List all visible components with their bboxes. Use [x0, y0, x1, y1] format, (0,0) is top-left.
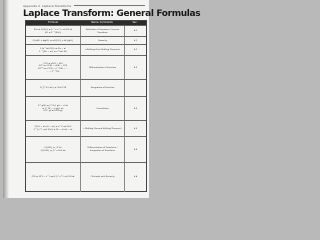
name-cell: Integration of Function — [80, 80, 124, 97]
section-cell: 6.3 — [124, 121, 146, 137]
section-cell: 6.4 — [124, 163, 146, 192]
formula-cell — [26, 80, 80, 97]
formula-line: ℒ(f″) = s²ℒ(f) − sf(0) − f′(0) — [38, 65, 68, 68]
header-rule — [74, 5, 145, 6]
name-cell: Definition of Transform / Inverse Transform — [80, 26, 124, 37]
table-row — [26, 162, 146, 192]
formula-cell — [26, 137, 80, 163]
formula-line: = ∫₀ᵗ f(t − τ) g(τ) dτ — [42, 107, 64, 110]
table-row — [26, 136, 146, 163]
section-cell — [124, 80, 146, 97]
formula-line: ℒ{tf(t)} = −F′(s) — [44, 147, 62, 150]
section-cell: 6.1 — [124, 45, 146, 56]
formula-line: ℒ⁻¹{e^(−as) F(s)} = f(t − a) u(t − a) — [33, 129, 73, 131]
formula-line: ℒ{f(t)/t} = ∫ₛ^∞ F(s̃) ds̃ — [40, 150, 66, 152]
section-cell: 6.5 — [124, 97, 146, 121]
running-header — [23, 3, 145, 8]
page-gutter-shadow — [3, 0, 9, 198]
document-page — [3, 0, 201, 198]
table-row — [26, 96, 146, 121]
formula-line: ℒ⁻¹{F(s − a)} = e^(at) f(t) — [39, 50, 67, 53]
formula-line: ℒ(f⁽ⁿ⁾) = sⁿℒ(f) − sⁿ⁻¹f(0) − ··· — [37, 68, 69, 70]
name-cell: Differentiation of Function — [80, 56, 124, 80]
formula-line: (f * g)(t) = ∫₀ᵗ f(τ) g(t − τ) dτ — [37, 105, 69, 108]
formula-line: f(t) = ℒ⁻¹{F(s)} — [44, 31, 62, 34]
column-header-formula: Formula — [48, 21, 58, 24]
formula-line: ℒ{e^(at) f(t)} = F(s − a) — [40, 47, 66, 50]
name-cell: f Periodic with Period p — [80, 163, 124, 192]
name-cell: s-Shifting (First Shifting Theorem) — [80, 45, 124, 56]
column-header-sec: Sec. — [132, 21, 138, 24]
formula-line: ℒ(f) = 1/(1 − e^(−ps)) ∫₀ᵖ e^(−st) f(t) dt — [31, 176, 75, 179]
section-cell: 6.2 — [124, 56, 146, 80]
table-row — [26, 79, 146, 97]
formula-cell — [26, 121, 80, 137]
formula-line: ℒ{f(t − a) u(t − a)} = e^(−as) F(s) — [34, 126, 72, 129]
formula-line: ℒ(f * g) = ℒ(f)ℒ(g) — [43, 110, 63, 113]
page-title: Laplace Transform: General Formulas — [23, 9, 201, 19]
formula-cell — [26, 163, 80, 192]
header-chapter: Appendix 2 — [23, 3, 40, 8]
formula-line: ℒ{af(t) + bg(t)} = aℒ{f(t)} + bℒ{g(t)} — [32, 39, 74, 42]
formula-line: ℒ{∫₀ᵗ f(τ) dτ} = (1/s) ℒ(f) — [39, 87, 67, 90]
section-cell: 6.6 — [124, 137, 146, 163]
section-cell: 6.1 — [124, 37, 146, 45]
formula-table — [25, 20, 147, 192]
name-cell: Differentiation of Transform / Integration of Transform — [80, 137, 124, 163]
name-cell: Linearity — [80, 37, 124, 45]
formula-cell — [26, 97, 80, 121]
column-header-name: Name, Comments — [91, 21, 113, 24]
name-cell: t-Shifting (Second Shifting Theorem) — [80, 121, 124, 137]
formula-cell — [26, 56, 80, 80]
name-cell: Convolution — [80, 97, 124, 121]
section-cell: 6.1 — [124, 26, 146, 37]
formula-line: F(s) = ℒ{f(t)} = ∫₀^∞ e^(−st) f(t) dt — [33, 28, 73, 31]
formula-line: ℒ(f′) = sℒ(f) − f(0) — [43, 62, 63, 65]
formula-line: ··· − f⁽ⁿ⁻¹⁾(0) — [46, 70, 60, 73]
table-row — [26, 55, 146, 80]
table-row — [26, 120, 146, 137]
header-text: Laplace Transforms — [41, 3, 72, 8]
